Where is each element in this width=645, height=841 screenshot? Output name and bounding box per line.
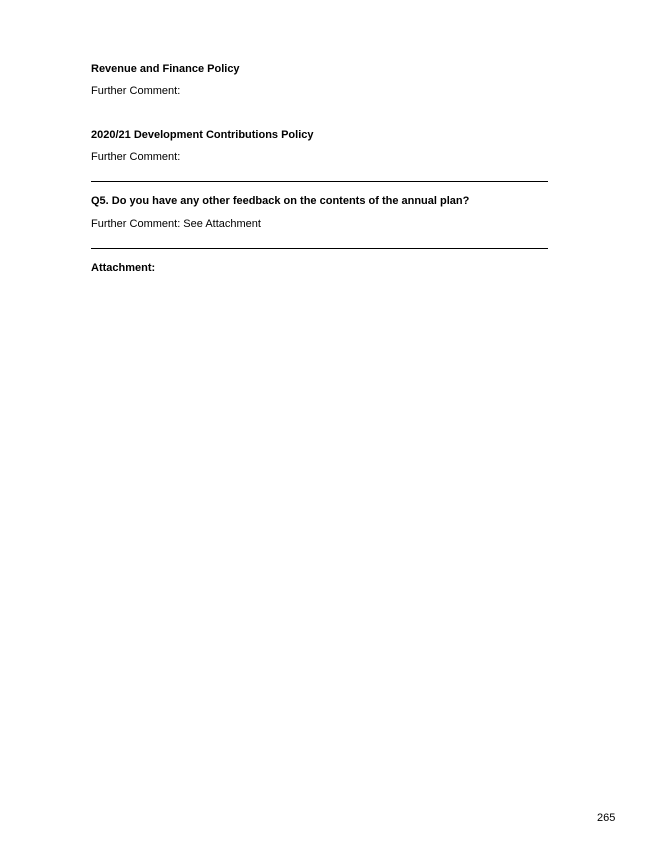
q5-question-heading: Q5. Do you have any other feedback on the contents of the annual plan?: [91, 195, 470, 207]
attachment-heading: Attachment:: [91, 262, 156, 274]
page-number: 265: [597, 812, 616, 824]
q5-further-comment: Further Comment: See Attachment: [91, 218, 261, 230]
revenue-further-comment: Further Comment:: [91, 85, 181, 97]
section-divider: [91, 248, 548, 249]
section-divider: [91, 181, 548, 182]
development-further-comment: Further Comment:: [91, 151, 181, 163]
development-contributions-heading: 2020/21 Development Contributions Policy: [91, 129, 314, 141]
revenue-finance-policy-heading: Revenue and Finance Policy: [91, 63, 240, 75]
